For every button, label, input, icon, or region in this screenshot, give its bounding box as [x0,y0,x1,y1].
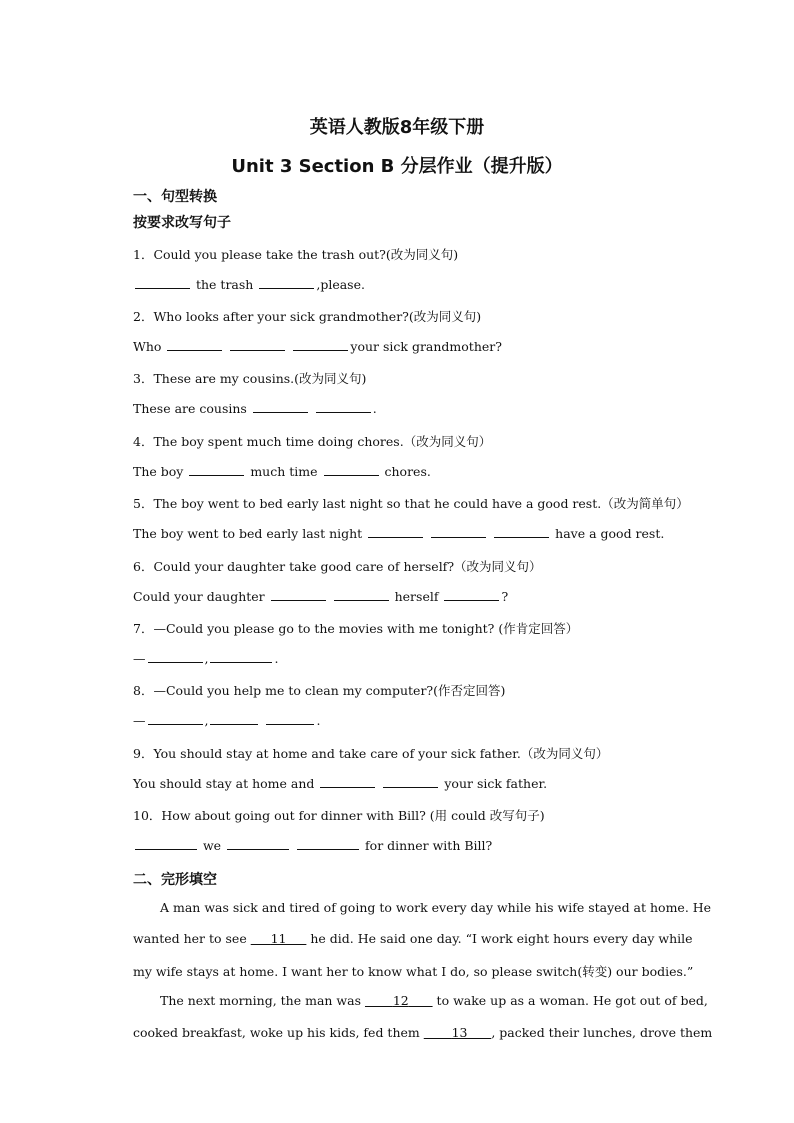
answer-blank[interactable] [383,775,438,788]
answer-text: , [204,651,209,666]
answer-text: . [274,651,279,666]
answer-text: — [133,713,146,728]
passage-line: A man was sick and tired of going to work every day while his wife stayed at home. He [160,900,712,915]
page-subtitle: Unit 3 Section B 分层作业（提升版） [231,156,563,177]
section1-instruction: 按要求改写句子 [133,215,231,231]
answer-line-3 [133,400,377,416]
passage-text: wanted her to see [133,931,247,946]
answer-blank[interactable] [324,463,379,476]
passage-line: my wife stays at home. I want her to know what I do, so please switch(转变) our bodies.” [133,964,694,979]
answer-blank[interactable] [253,400,308,413]
passage-line [160,993,708,1008]
answer-blank[interactable] [135,276,190,289]
answer-blank[interactable] [135,837,197,850]
answer-text: your sick father. [444,776,548,791]
question-9: 9．You should stay at home and take care of your sick father.（改为同义句） [133,746,609,761]
passage-text: The next morning, the man was [160,993,361,1008]
answer-blank[interactable] [494,525,549,538]
answer-text: Who [133,339,162,354]
answer-text: we [202,838,222,853]
answer-blank[interactable] [266,712,314,725]
answer-text: have a good rest. [555,526,665,541]
question-6: 6．Could your daughter take good care of herself?（改为同义句） [133,559,542,574]
passage-line [133,931,693,946]
answer-text: chores. [384,464,431,479]
answer-blank[interactable] [316,400,371,413]
answer-line-9 [133,775,547,791]
question-2: 2．Who looks after your sick grandmother?(改为同义句) [133,309,482,324]
answer-line-8 [133,712,320,728]
answer-line-10 [133,837,492,853]
passage-text: , packed their lunches, drove them [491,1025,713,1040]
cloze-blank-12[interactable]: 12 [392,993,409,1008]
answer-text: These are cousins [133,401,247,416]
answer-text: ? [501,589,509,604]
answer-blank[interactable] [297,837,359,850]
answer-text: , [204,713,209,728]
passage-text: cooked breakfast, woke up his kids, fed them [133,1025,420,1040]
answer-line-1 [133,276,365,292]
question-8: 8．—Could you help me to clean my computer?(作否定回答) [133,683,506,698]
answer-blank[interactable] [334,588,389,601]
answer-blank[interactable] [148,712,203,725]
answer-blank[interactable] [148,650,203,663]
answer-text: for dinner with Bill? [365,838,493,853]
passage-line [133,1025,713,1040]
answer-text: . [316,713,321,728]
answer-text: your sick grandmother? [350,339,502,354]
question-1: 1．Could you please take the trash out?(改为同义句) [133,247,459,262]
question-5: 5．The boy went to bed early last night so that he could have a good rest.（改为简单句） [133,496,689,511]
question-3: 3．These are my cousins.(改为同义句) [133,371,367,386]
passage-text: he did. He said one day. “I work eight hours every day while [310,931,693,946]
answer-blank[interactable] [167,338,222,351]
answer-blank[interactable] [227,837,289,850]
page-title: 英语人教版8年级下册 [309,117,485,138]
question-7: 7．—Could you please go to the movies with me tonight? (作肯定回答） [133,621,579,636]
answer-blank[interactable] [293,338,348,351]
section2-heading: 二、完形填空 [133,872,217,888]
answer-blank[interactable] [210,650,272,663]
answer-line-4 [133,463,431,479]
answer-text: herself [394,589,439,604]
answer-text: . [372,401,377,416]
answer-blank[interactable] [189,463,244,476]
answer-text: much time [250,464,318,479]
answer-text: ,please. [316,277,365,292]
answer-text: Could your daughter [133,589,265,604]
answer-text: the trash [195,277,254,292]
answer-line-5 [133,525,664,541]
cloze-blank-11[interactable]: 11 [270,931,287,946]
cloze-blank-13[interactable]: 13 [451,1025,468,1040]
answer-line-6 [133,588,508,604]
passage-text: to wake up as a woman. He got out of bed, [436,993,708,1008]
answer-text: You should stay at home and [133,776,315,791]
answer-blank[interactable] [259,276,314,289]
answer-blank[interactable] [320,775,375,788]
question-4: 4．The boy spent much time doing chores.（改为同义句） [133,434,492,449]
answer-line-7 [133,650,278,666]
question-10: 10．How about going out for dinner with Bill? (用 could 改写句子) [133,808,545,823]
section1-heading: 一、句型转换 [133,189,217,205]
answer-blank[interactable] [271,588,326,601]
answer-blank[interactable] [368,525,423,538]
answer-text: — [133,651,146,666]
answer-blank[interactable] [444,588,499,601]
answer-blank[interactable] [431,525,486,538]
answer-blank[interactable] [230,338,285,351]
answer-blank[interactable] [210,712,258,725]
answer-line-2 [133,338,502,354]
answer-text: The boy [133,464,184,479]
answer-text: The boy went to bed early last night [133,526,363,541]
